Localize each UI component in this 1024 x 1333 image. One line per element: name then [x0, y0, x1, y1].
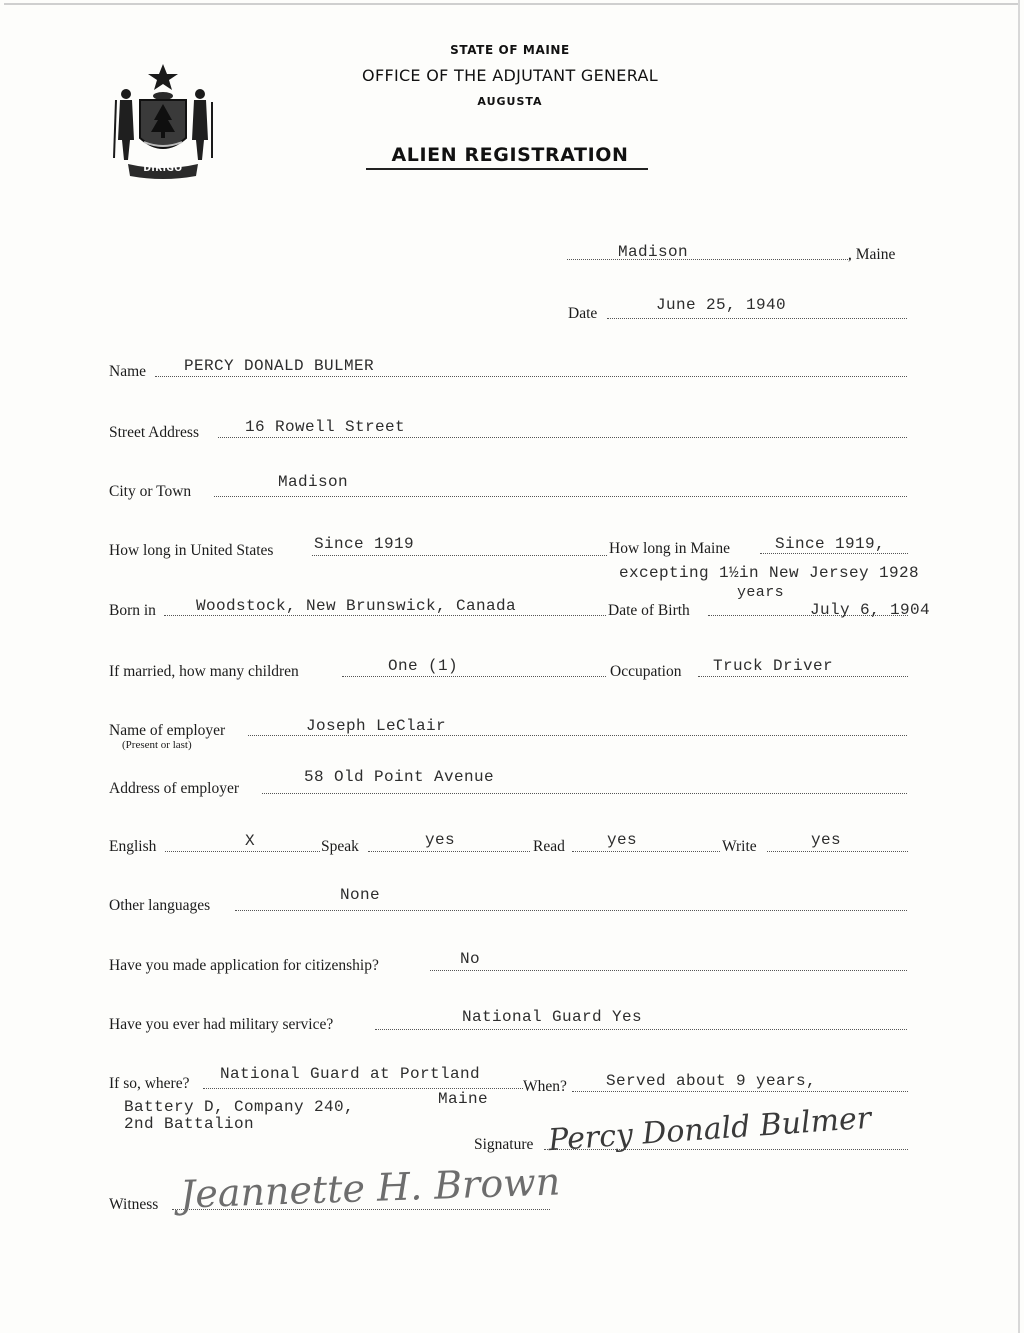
place-town-value: Madison [618, 243, 689, 261]
occupation-value: Truck Driver [713, 657, 834, 675]
other-languages-value: None [340, 886, 381, 904]
signature-handwritten: Percy Donald Bulmer [547, 1100, 873, 1159]
dob-value: July 6, 1904 [810, 601, 931, 619]
state-seal-icon [108, 60, 218, 180]
occupation-leader [698, 676, 908, 677]
unit-line-1: Battery D, Company 240, [124, 1098, 355, 1116]
read-label: Read [533, 838, 565, 855]
when-label: When? [523, 1078, 567, 1095]
employer-value: Joseph LeClair [306, 717, 447, 735]
english-label: English [109, 838, 157, 855]
children-leader [342, 676, 606, 677]
city-town-value: Madison [278, 473, 349, 491]
form-title: ALIEN REGISTRATION [391, 144, 629, 166]
us-duration-value: Since 1919 [314, 535, 415, 553]
speak-leader [368, 851, 530, 852]
name-leader [155, 376, 907, 377]
when-leader [572, 1091, 908, 1092]
witness-label: Witness [109, 1196, 159, 1213]
employer-sublabel: (Present or last) [122, 739, 192, 751]
seal-motto: DIRIGO [143, 164, 183, 174]
born-label: Born in [109, 602, 156, 619]
title-underline [366, 168, 648, 170]
citizenship-value: No [460, 950, 481, 968]
date-label: Date [568, 305, 598, 322]
city-town-leader [214, 496, 907, 497]
speak-label: Speak [321, 838, 359, 855]
read-leader [572, 851, 720, 852]
employer-address-value: 58 Old Point Avenue [304, 768, 495, 786]
street-label: Street Address [109, 424, 199, 441]
header-office: OFFICE OF THE ADJUTANT GENERAL [362, 66, 658, 85]
speak-value: yes [425, 831, 456, 849]
header-state: STATE OF MAINE [450, 43, 570, 57]
other-languages-leader [235, 910, 907, 911]
city-town-label: City or Town [109, 483, 192, 500]
name-label: Name [109, 363, 147, 380]
military-leader [375, 1029, 907, 1030]
unit-line-2: 2nd Battalion [124, 1115, 255, 1133]
name-value: PERCY DONALD BULMER [184, 357, 375, 375]
write-label: Write [722, 838, 757, 855]
employer-address-label: Address of employer [109, 780, 239, 797]
military-label: Have you ever had military service? [109, 1016, 334, 1033]
employer-address-leader [262, 793, 907, 794]
citizenship-leader [430, 970, 907, 971]
where-value: National Guard at Portland [220, 1065, 481, 1083]
scan-border-top [4, 3, 1020, 5]
children-value: One (1) [388, 657, 459, 675]
maine-duration-value: Since 1919, [775, 535, 886, 553]
maine-duration-leader [760, 553, 908, 554]
maine-duration-note-years: years [737, 584, 785, 601]
born-value: Woodstock, New Brunswick, Canada [196, 597, 517, 615]
maine-duration-label: How long in Maine [609, 540, 730, 557]
scan-border-right [1018, 0, 1020, 1333]
header-city: AUGUSTA [477, 95, 543, 108]
born-leader [164, 615, 606, 616]
witness-handwritten: Jeannette H. Brown [179, 1159, 561, 1217]
where-leader [203, 1088, 523, 1089]
dob-label: Date of Birth [608, 602, 690, 619]
military-value: National Guard Yes [462, 1008, 643, 1026]
where-value-state: Maine [438, 1090, 489, 1108]
place-state-label: , Maine [848, 246, 896, 263]
when-value: Served about 9 years, [606, 1072, 817, 1090]
english-leader [165, 851, 320, 852]
us-duration-leader [312, 555, 607, 556]
read-value: yes [607, 831, 638, 849]
where-label: If so, where? [109, 1075, 190, 1092]
date-value: June 25, 1940 [656, 296, 787, 314]
us-duration-label: How long in United States [109, 542, 274, 559]
date-leader [607, 318, 907, 319]
other-languages-label: Other languages [109, 897, 211, 914]
citizenship-label: Have you made application for citizenship? [109, 957, 379, 974]
maine-duration-note: excepting 1½in New Jersey 1928 [619, 564, 920, 582]
signature-label: Signature [474, 1136, 534, 1153]
place-leader [567, 259, 850, 260]
employer-label: Name of employer [109, 722, 226, 739]
street-leader [218, 437, 907, 438]
write-leader [767, 851, 908, 852]
children-label: If married, how many children [109, 663, 299, 680]
english-value: X [245, 832, 256, 850]
employer-leader [248, 735, 907, 736]
write-value: yes [811, 831, 842, 849]
street-value: 16 Rowell Street [245, 418, 406, 436]
occupation-label: Occupation [610, 663, 682, 680]
